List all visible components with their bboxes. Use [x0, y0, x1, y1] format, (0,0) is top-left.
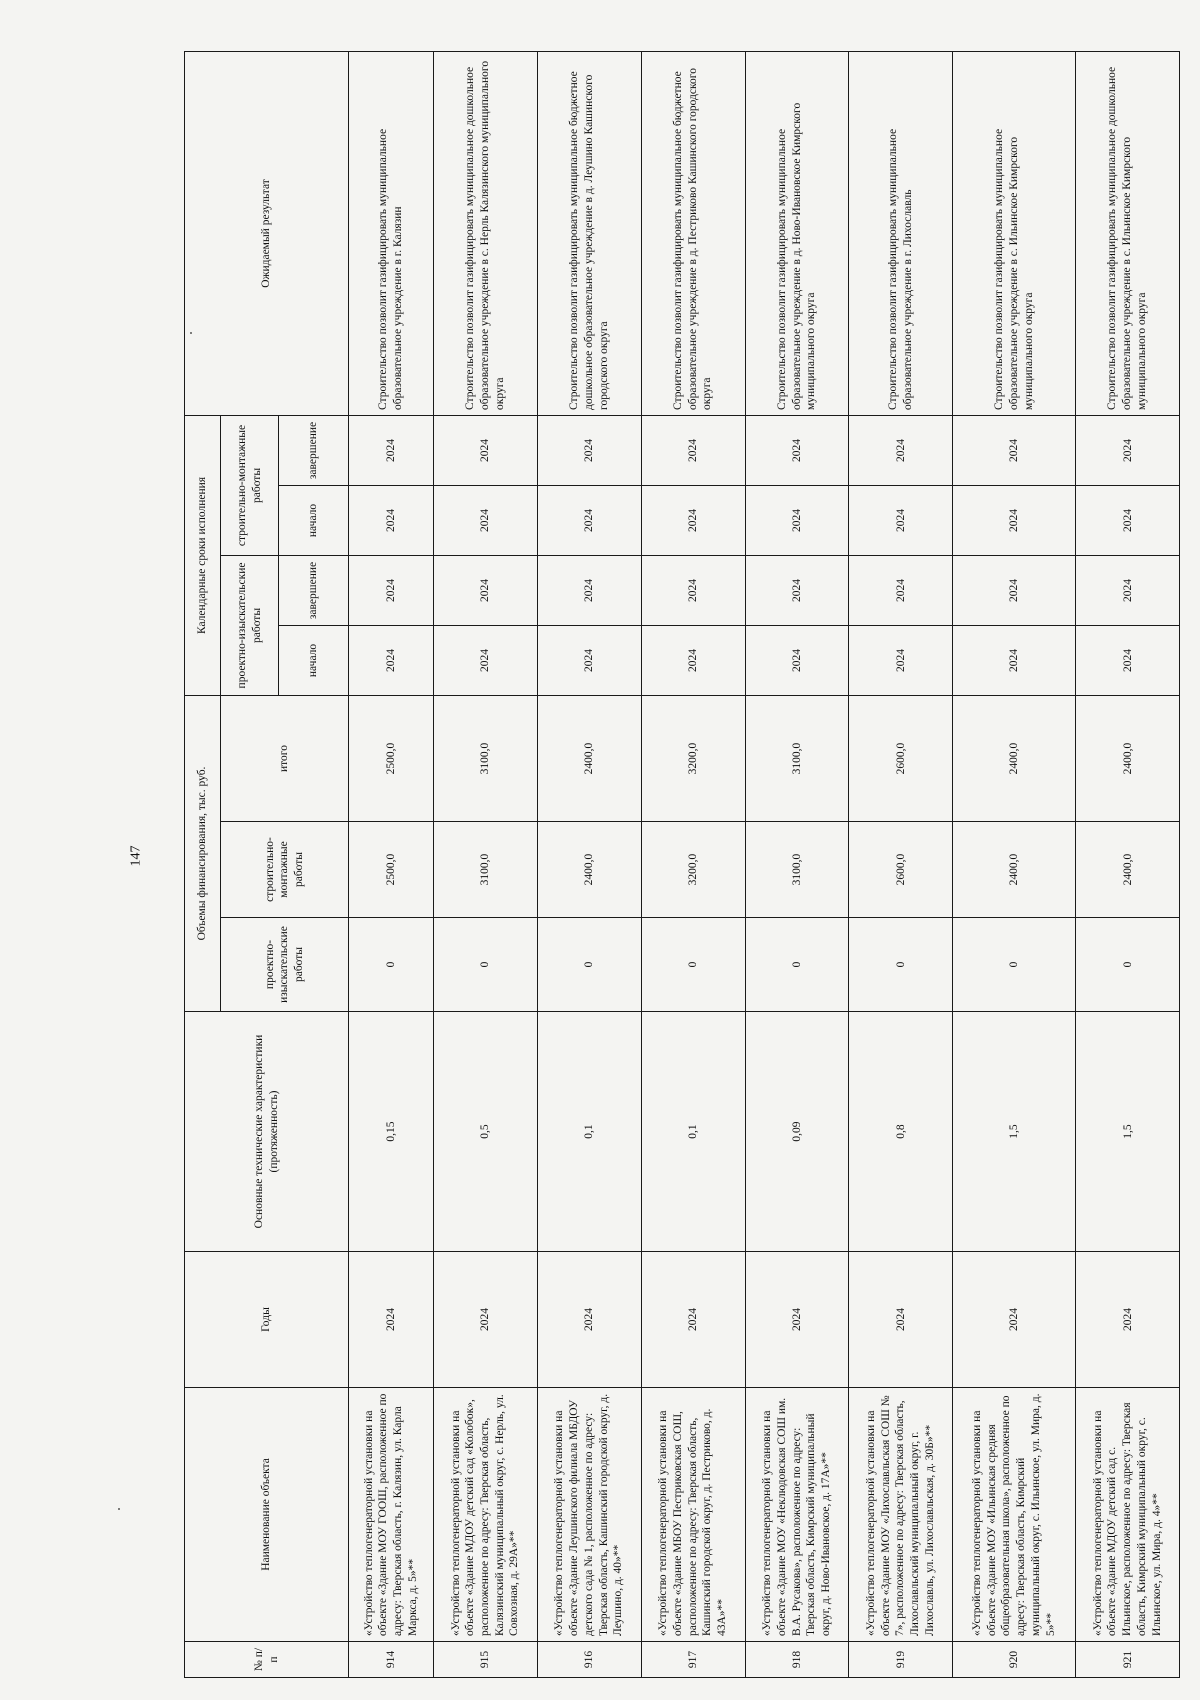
page-number: 147: [128, 845, 144, 867]
row-fin-total: 2400,0: [1076, 695, 1180, 821]
header-smr-start: начало: [279, 485, 349, 555]
row-fin-total: 2500,0: [349, 695, 434, 821]
object-name: «Устройство теплогенераторной установки на объекте «Здание МОУ «Ильинская средняя общеобразовательная школа», расположенное по адресу: Тверская область, Кимрский муниципальный округ, с. Ильинское, ул. Мира, д. 5»**: [953, 1388, 1076, 1642]
table-row: [433, 51, 537, 1677]
row-smr-start: 2024: [849, 485, 953, 555]
row-num: 919: [849, 1642, 953, 1678]
row-pir-start: 2024: [1076, 625, 1180, 695]
header-fin-smr: строительно-монтажные работы: [221, 822, 349, 918]
row-smr-start: 2024: [641, 485, 745, 555]
row-pir-start: 2024: [641, 625, 745, 695]
header-characteristics: Основные технические характеристики (протяженность): [185, 1012, 349, 1252]
row-fin-smr: 3100,0: [745, 822, 849, 918]
row-pir-start: 2024: [349, 625, 434, 695]
expected-result: Строительство позволит газифицировать муниципальное дошкольное образовательное учреждение в с. Ильинское Кимрского муниципального округа: [1076, 51, 1180, 415]
row-characteristics: 0,5: [433, 1012, 537, 1252]
header-fin-total: итого: [221, 695, 349, 821]
object-name: «Устройство теплогенераторной установки на объекте «Здание МОУ «Неклюдовская СОШ им. В.А. Русакова», расположенное по адресу: Тверская область, Кимрский муниципальный округ, д. Ново-Ивановское, д. 17А»**: [745, 1388, 849, 1642]
row-pir-end: 2024: [537, 555, 641, 625]
row-fin-smr: 3100,0: [433, 822, 537, 918]
row-fin-pir: 0: [1076, 918, 1180, 1012]
object-name: «Устройство теплогенераторной установки на объекте «Здание МДОУ детский сад с. Ильинское, расположенное по адресу: Тверская область, Кимрский муниципальный округ, с. Ильинское, ул. Мира, д. 4»**: [1076, 1388, 1180, 1642]
table-row: [349, 51, 434, 1677]
header-fin-pir: проектно-изыскательские работы: [221, 918, 349, 1012]
row-smr-end: 2024: [537, 415, 641, 485]
rotated-table-wrapper: [184, 62, 1180, 1678]
row-smr-start: 2024: [1076, 485, 1180, 555]
row-smr-start: 2024: [433, 485, 537, 555]
row-fin-total: 3100,0: [433, 695, 537, 821]
table-header: [185, 51, 349, 1677]
object-name: «Устройство теплогенераторной установки на объекте «Здание Леушинского филиала МБДОУ детского сада № 1, расположенное по адресу: Тверская область, Кашинский городской округ, д. Леушино, д. 40»**: [537, 1388, 641, 1642]
row-smr-start: 2024: [953, 485, 1076, 555]
row-num: 915: [433, 1642, 537, 1678]
row-smr-start: 2024: [745, 485, 849, 555]
row-fin-pir: 0: [745, 918, 849, 1012]
expected-result: Строительство позволит газифицировать муниципальное образовательное учреждение в д. Ново-Ивановское Кимрского муниципального округа: [745, 51, 849, 415]
row-num: 920: [953, 1642, 1076, 1678]
row-num: 921: [1076, 1642, 1180, 1678]
expected-result: Строительство позволит газифицировать муниципальное образовательное учреждение в г. Калязин: [349, 51, 434, 415]
row-smr-end: 2024: [433, 415, 537, 485]
table-row: [1076, 51, 1180, 1677]
row-fin-smr: 2400,0: [1076, 822, 1180, 918]
header-smr-end: завершение: [279, 415, 349, 485]
header-name: Наименование объекта: [185, 1388, 349, 1642]
row-fin-smr: 2500,0: [349, 822, 434, 918]
header-result: Ожидаемый результат: [185, 51, 349, 415]
row-fin-pir: 0: [641, 918, 745, 1012]
row-pir-end: 2024: [745, 555, 849, 625]
scan-speck: [118, 1508, 120, 1510]
row-fin-smr: 2400,0: [953, 822, 1076, 918]
row-fin-pir: 0: [953, 918, 1076, 1012]
row-pir-start: 2024: [745, 625, 849, 695]
row-characteristics: 1,5: [953, 1012, 1076, 1252]
row-years: 2024: [349, 1252, 434, 1388]
row-years: 2024: [745, 1252, 849, 1388]
row-pir-start: 2024: [433, 625, 537, 695]
row-characteristics: 0,1: [641, 1012, 745, 1252]
row-num: 916: [537, 1642, 641, 1678]
header-num: № п/п: [185, 1642, 349, 1678]
row-smr-end: 2024: [641, 415, 745, 485]
row-pir-end: 2024: [349, 555, 434, 625]
table-row: [849, 51, 953, 1677]
table-body: [349, 51, 1180, 1677]
row-num: 917: [641, 1642, 745, 1678]
row-pir-start: 2024: [953, 625, 1076, 695]
row-pir-start: 2024: [537, 625, 641, 695]
expected-result: Строительство позволит газифицировать муниципальное бюджетное дошкольное образовательное учреждение в д. Леушино Кашинского городского округа: [537, 51, 641, 415]
expected-result: Строительство позволит газифицировать муниципальное дошкольное образовательное учреждение в с. Нерль Калязинского муниципального округа: [433, 51, 537, 415]
row-num: 914: [349, 1642, 434, 1678]
row-pir-end: 2024: [849, 555, 953, 625]
header-cal-smr: строительно-монтажные работы: [221, 415, 279, 555]
row-pir-end: 2024: [1076, 555, 1180, 625]
expected-result: Строительство позволит газифицировать муниципальное бюджетное образовательное учреждение в д. Пестриково Кашинского городского округа: [641, 51, 745, 415]
expected-result: Строительство позволит газифицировать муниципальное образовательное учреждение в с. Ильинское Кимрского муниципального округа: [953, 51, 1076, 415]
row-pir-end: 2024: [433, 555, 537, 625]
row-characteristics: 0,15: [349, 1012, 434, 1252]
row-fin-pir: 0: [349, 918, 434, 1012]
row-fin-pir: 0: [433, 918, 537, 1012]
row-years: 2024: [849, 1252, 953, 1388]
row-fin-pir: 0: [537, 918, 641, 1012]
row-characteristics: 1,5: [1076, 1012, 1180, 1252]
table-row: [745, 51, 849, 1677]
row-smr-end: 2024: [1076, 415, 1180, 485]
row-fin-total: 3100,0: [745, 695, 849, 821]
row-pir-end: 2024: [641, 555, 745, 625]
row-fin-smr: 2600,0: [849, 822, 953, 918]
header-calendar: Календарные сроки исполнения: [185, 415, 221, 695]
row-characteristics: 0,1: [537, 1012, 641, 1252]
row-num: 918: [745, 1642, 849, 1678]
row-smr-start: 2024: [349, 485, 434, 555]
header-financing: Объемы финансирования, тыс. руб.: [185, 695, 221, 1011]
row-smr-end: 2024: [953, 415, 1076, 485]
row-years: 2024: [1076, 1252, 1180, 1388]
object-name: «Устройство теплогенераторной установки на объекте «Здание МБОУ Пестриковская СОШ, расположенное по адресу: Тверская область, Кашинский городской округ, д. Пестриково, д. 43А»**: [641, 1388, 745, 1642]
row-characteristics: 0,09: [745, 1012, 849, 1252]
table-row: [537, 51, 641, 1677]
row-fin-total: 3200,0: [641, 695, 745, 821]
row-years: 2024: [641, 1252, 745, 1388]
expected-result: Строительство позволит газифицировать муниципальное образовательное учреждение в г. Лихославль: [849, 51, 953, 415]
row-smr-end: 2024: [849, 415, 953, 485]
row-years: 2024: [537, 1252, 641, 1388]
row-characteristics: 0,8: [849, 1012, 953, 1252]
object-name: «Устройство теплогенераторной установки на объекте «Здание МДОУ детский сад «Колобок», расположенное по адресу: Тверская область, Калязинский муниципальный округ, с. Нерль, ул. Совхозная, д. 29А»**: [433, 1388, 537, 1642]
row-smr-end: 2024: [349, 415, 434, 485]
row-fin-pir: 0: [849, 918, 953, 1012]
header-pir-start: начало: [279, 625, 349, 695]
row-pir-start: 2024: [849, 625, 953, 695]
objects-table: [184, 51, 1180, 1678]
row-smr-start: 2024: [537, 485, 641, 555]
object-name: «Устройство теплогенераторной установки на объекте «Здание МОУ «Лихославльская СОШ № 7», расположенное по адресу: Тверская область, Лихославльский муниципальный округ, г. Лихославль, ул. Лихославльская, д. 30Б»**: [849, 1388, 953, 1642]
row-fin-total: 2600,0: [849, 695, 953, 821]
row-fin-smr: 2400,0: [537, 822, 641, 918]
row-fin-smr: 3200,0: [641, 822, 745, 918]
row-fin-total: 2400,0: [953, 695, 1076, 821]
row-years: 2024: [433, 1252, 537, 1388]
header-pir-end: завершение: [279, 555, 349, 625]
row-fin-total: 2400,0: [537, 695, 641, 821]
row-smr-end: 2024: [745, 415, 849, 485]
header-years: Годы: [185, 1252, 349, 1388]
table-row: [641, 51, 745, 1677]
object-name: «Устройство теплогенераторной установки на объекте «Здание МОУ ГООШ, расположенное по адресу: Тверская область, г. Калязин, ул. Карла Маркса, д. 5»**: [349, 1388, 434, 1642]
header-cal-pir: проектно-изыскательские работы: [221, 555, 279, 695]
table-row: [953, 51, 1076, 1677]
row-years: 2024: [953, 1252, 1076, 1388]
row-pir-end: 2024: [953, 555, 1076, 625]
